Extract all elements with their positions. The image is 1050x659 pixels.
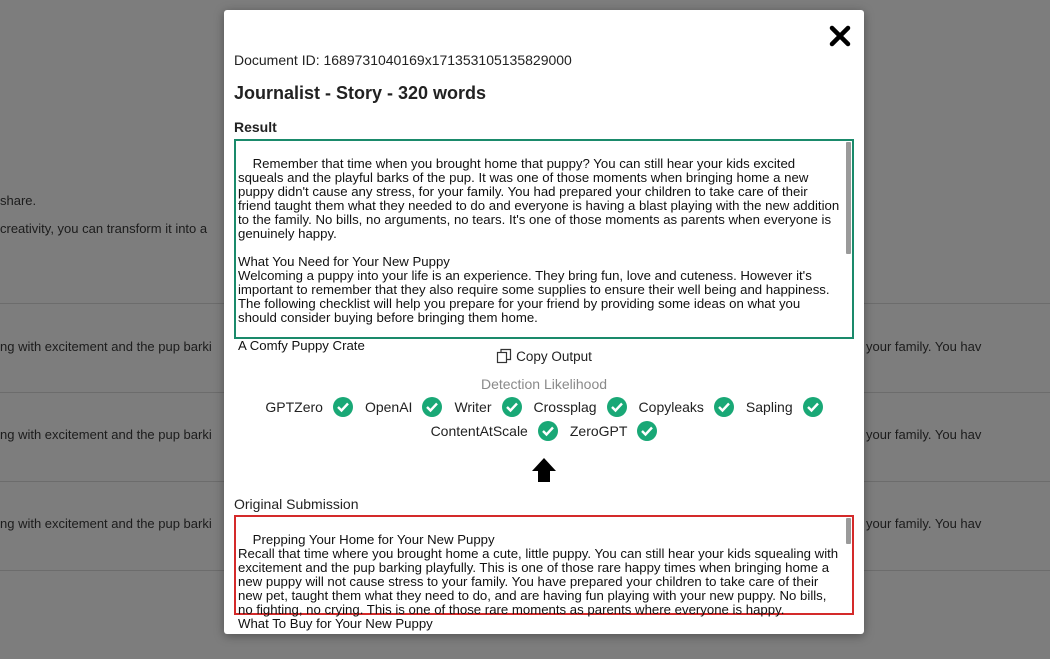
document-modal xyxy=(224,10,864,634)
detector-writer: Writer xyxy=(454,397,521,417)
copy-icon xyxy=(496,348,512,364)
detector-zerogpt: ZeroGPT xyxy=(570,421,658,441)
detector-row xyxy=(224,397,864,417)
check-icon xyxy=(538,421,558,441)
check-icon xyxy=(607,397,627,417)
document-id: Document ID: 1689731040169x171353105135829000 xyxy=(234,52,572,68)
check-icon xyxy=(422,397,442,417)
original-submission-label: Original Submission xyxy=(234,496,359,512)
original-scrollbar[interactable] xyxy=(846,518,851,544)
detector-openai: OpenAI xyxy=(365,397,442,417)
result-textarea[interactable]: Remember that time when you brought home that puppy? You can still hear your kids excited squeals and the playful barks of the pup. It was one of those moments when bringing home a new puppy didn't cause any stress, for your family. You had prepared your children to take care of their friend taught them what they needed to do and everyone is having a blast playing with the new addition to the family. No bills, no arguments, no tears. It's one of those moments as parents when everyone is genuinely happy. What You Need for Your New Puppy Welcoming a puppy into your life is an experience. They bring fun, love and cuteness. However it's important to remember that they also require some supplies to ensure their well being and happiness. The following checklist will help you prepare for your friend by providing some ideas on what you should consider buying before bringing them home. A Comfy Puppy Crate xyxy=(234,139,854,339)
document-title: Journalist - Story - 320 words xyxy=(234,83,487,103)
detector-contentatscale: ContentAtScale xyxy=(431,421,558,441)
bg-text-line: share. xyxy=(0,193,37,208)
result-scrollbar[interactable] xyxy=(846,142,851,254)
close-icon[interactable] xyxy=(828,24,852,48)
check-icon xyxy=(637,421,657,441)
check-icon xyxy=(803,397,823,417)
detector-sapling: Sapling xyxy=(746,397,823,417)
copy-output-button[interactable] xyxy=(224,348,864,364)
copy-output-label: Copy Output xyxy=(516,348,592,364)
detector-row xyxy=(224,421,864,441)
check-icon xyxy=(714,397,734,417)
detector-gptzero: GPTZero xyxy=(265,397,353,417)
arrow-up-icon xyxy=(529,455,559,485)
check-icon xyxy=(333,397,353,417)
bg-text-line: ng with excitement and the pup barki your family. You hav xyxy=(0,427,982,442)
check-icon xyxy=(502,397,522,417)
detector-crossplag: Crossplag xyxy=(534,397,627,417)
close-button[interactable] xyxy=(828,24,852,48)
detection-title: Detection Likelihood xyxy=(480,376,608,392)
bg-text-line: ng with excitement and the pup barki your family. You hav xyxy=(0,516,982,531)
bg-text-line: ng with excitement and the pup barki your family. You hav xyxy=(0,339,982,354)
result-label: Result xyxy=(234,119,277,135)
bg-text-line: creativity, you can transform it into a xyxy=(0,221,208,236)
original-textarea[interactable]: Prepping Your Home for Your New Puppy Recall that time where you brought home a cute, little puppy. You can still hear your kids squealing with excitement and the pup barking playfully. This is one of those rare happy times when bringing home a new puppy will not cause stress to your family. You have prepared your children to take care of their new pet, taught them what they need to do, and are having fun playing with your new puppy. No bills, no fighting, no crying. This is one of those rare moments as parents where everyone is happy. What To Buy for Your New Puppy xyxy=(234,515,854,615)
detector-copyleaks: Copyleaks xyxy=(639,397,734,417)
